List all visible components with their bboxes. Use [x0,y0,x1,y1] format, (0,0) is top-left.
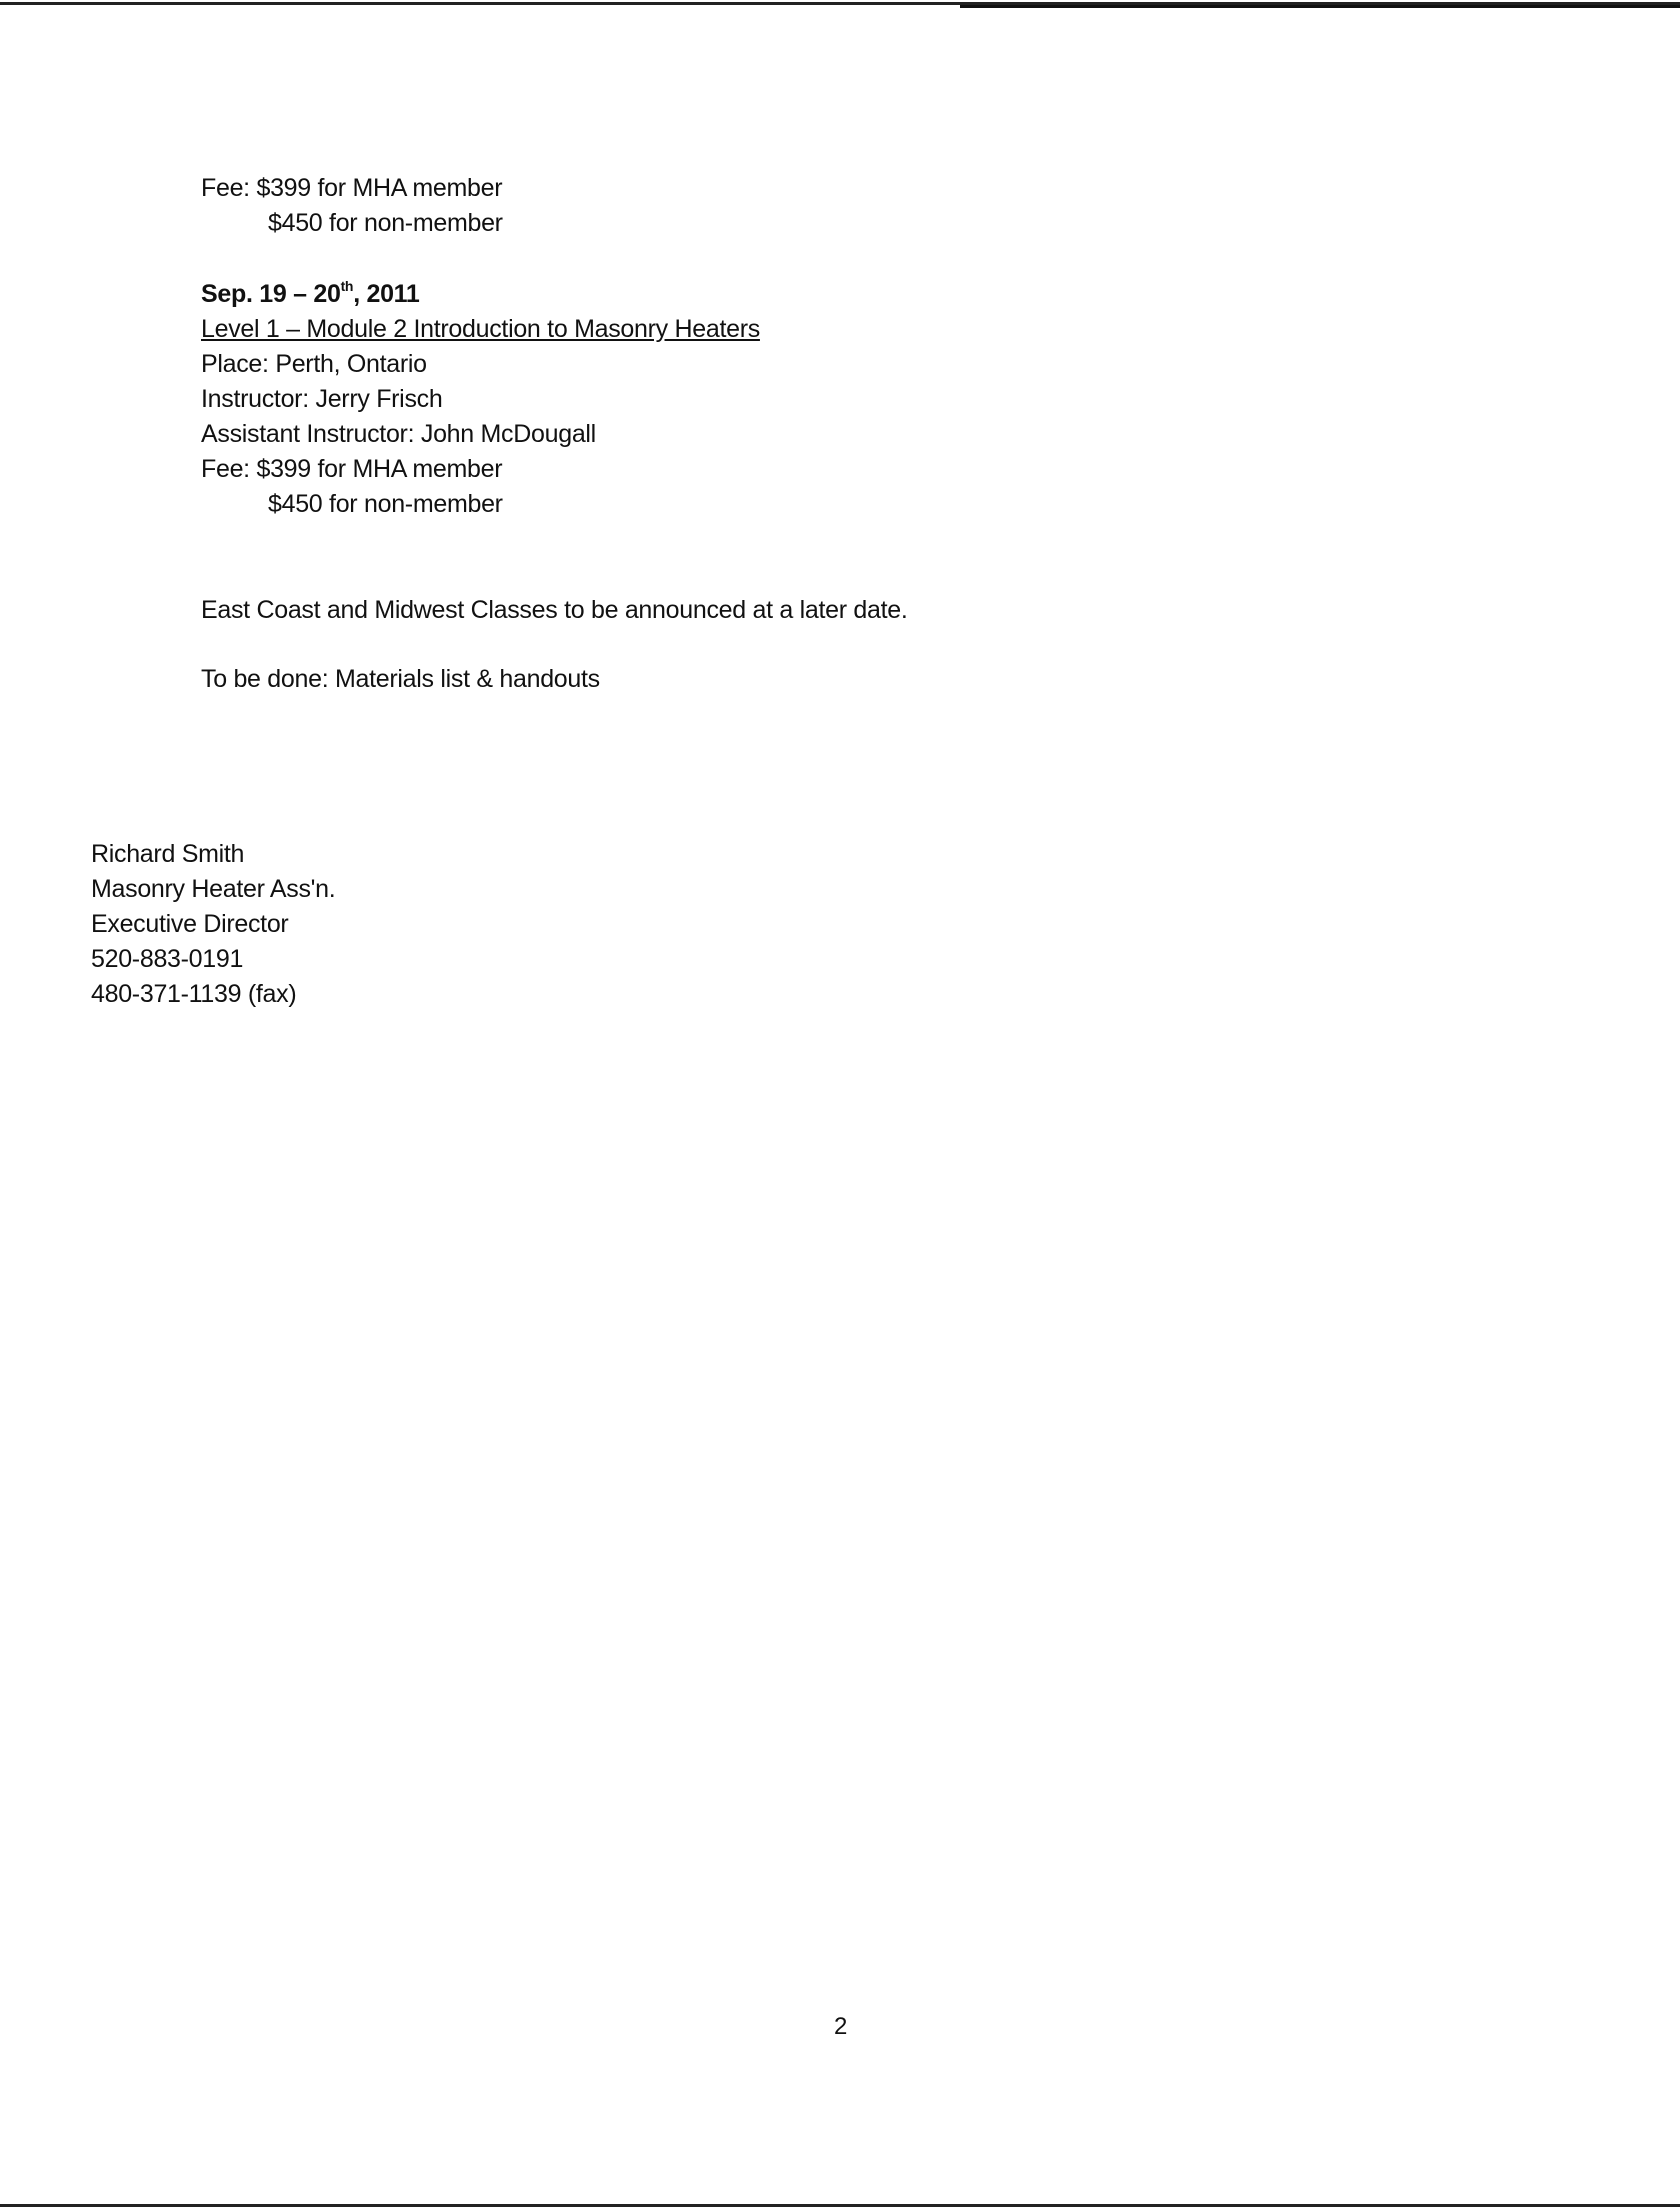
session-assistant: Assistant Instructor: John McDougall [201,420,596,448]
signature-phone: 520-883-0191 [91,945,244,973]
session-date-suffix: , 2011 [353,280,420,308]
session-instructor: Instructor: Jerry Frisch [201,385,443,413]
session-place: Place: Perth, Ontario [201,350,427,378]
page-number: 2 [834,2013,848,2040]
session-date-sup: th [340,278,354,294]
course-title: Level 1 – Module 2 Introduction to Masonry Heaters [201,315,760,343]
session-fee-member: Fee: $399 for MHA member [201,455,503,483]
signature-title: Executive Director [91,910,289,938]
signature-org: Masonry Heater Ass'n. [91,875,336,903]
prev-fee-member: Fee: $399 for MHA member [201,174,503,202]
scan-edge-bottom [0,2204,1680,2207]
announcement-note: East Coast and Midwest Classes to be announced at a later date. [201,596,908,624]
session-date-prefix: Sep. 19 – 20 [201,280,341,308]
signature-fax: 480-371-1139 (fax) [91,980,297,1008]
signature-name: Richard Smith [91,840,245,868]
prev-fee-nonmember: $450 for non-member [268,209,503,237]
session-fee-nonmember: $450 for non-member [268,490,503,518]
todo-note: To be done: Materials list & handouts [201,665,600,693]
scan-edge-top-right [960,5,1680,8]
session-date [201,277,420,312]
